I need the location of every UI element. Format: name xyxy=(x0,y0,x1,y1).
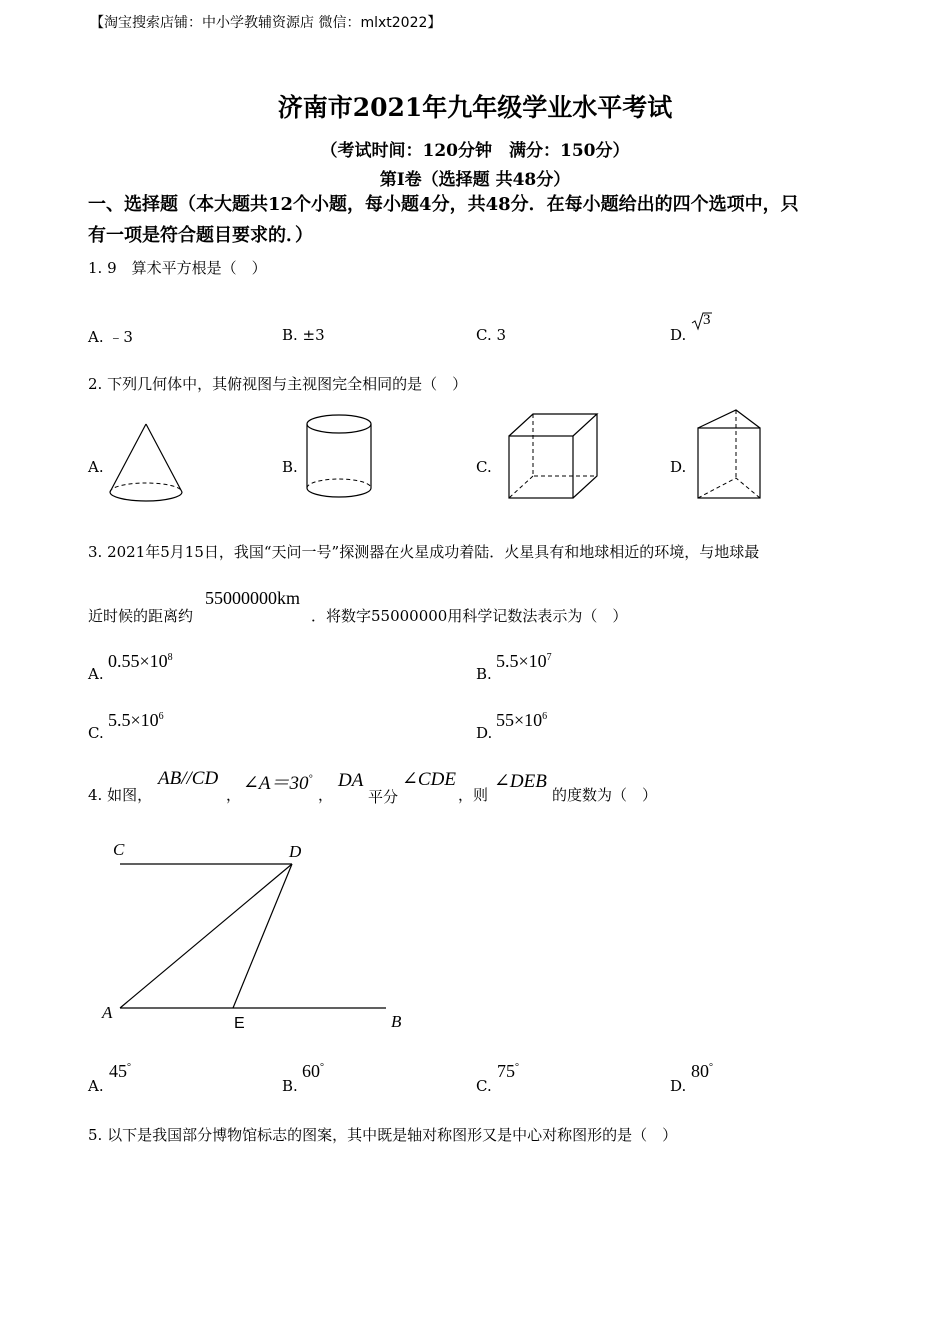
cylinder-icon xyxy=(306,414,376,500)
q4-stem-pre: 4. 如图， xyxy=(88,786,153,804)
q1-option-a: A. ﹣3 xyxy=(88,328,133,346)
q3-option-a-value xyxy=(108,651,173,672)
q4-option-c-label: C. xyxy=(476,1077,492,1095)
q4-option-b-number: 60 xyxy=(302,1061,320,1081)
q4-option-b-value xyxy=(302,1061,324,1082)
watermark-header: 【淘宝搜索店铺：中小学教辅资源店 微信：mlxt2022】 xyxy=(90,15,442,31)
q3-distance: 55000000km xyxy=(205,588,301,608)
q4-option-a-number: 45 xyxy=(109,1061,127,1081)
point-label-d: D xyxy=(289,842,302,861)
q4-option-a-degree: ° xyxy=(127,1062,131,1073)
q4-cond-angle-deb: ∠DEB xyxy=(494,771,547,792)
q3-option-d-exp: 6 xyxy=(542,711,548,722)
q4-option-c-number: 75 xyxy=(497,1061,515,1081)
q3-option-c-mantissa: 5.5×10 xyxy=(108,710,159,730)
q3-option-b-exp: 7 xyxy=(546,652,552,663)
q3-option-d-mantissa: 55×10 xyxy=(496,710,543,730)
q4-option-d-number: 80 xyxy=(691,1061,709,1081)
q3-option-d-value xyxy=(496,710,547,731)
q3-option-b-mantissa: 5.5×10 xyxy=(496,651,547,671)
q2-label-c: C. xyxy=(476,458,492,476)
q2-label-d: D. xyxy=(670,458,687,476)
q4-cond-parallel: AB//CD xyxy=(158,768,219,789)
q2-stem: 2. 下列几何体中，其俯视图与主视图完全相同的是（ ） xyxy=(88,375,468,393)
q3-stem-line2-pre: 近时候的距离约 xyxy=(88,607,194,625)
q2-label-a: A. xyxy=(88,458,104,476)
cone-icon xyxy=(108,422,188,504)
segment-de xyxy=(233,864,292,1008)
q3-option-b-label: B. xyxy=(476,665,492,683)
q4-option-d-value xyxy=(691,1061,713,1082)
q1-option-c: C. 3 xyxy=(476,326,507,344)
exam-title: 济南市2021年九年级学业水平考试 xyxy=(277,93,673,122)
q4-comma-2: ， xyxy=(318,786,334,804)
q4-cond-da: DA xyxy=(338,770,364,791)
q2-label-b: B. xyxy=(282,458,298,476)
q3-option-a-label: A. xyxy=(88,665,104,683)
q4-then-word: ，则 xyxy=(458,786,489,804)
prism-icon xyxy=(696,408,766,502)
q4-cond-angle-a xyxy=(243,768,313,795)
q3-option-c-label: C. xyxy=(88,724,104,742)
q1-sqrt-arg: 3 xyxy=(703,312,711,328)
part-title: 第Ⅰ卷（选择题 共48分） xyxy=(379,170,571,190)
section-heading-line1: 一、选择题（本大题共12个小题，每小题4分，共48分．在每小题给出的四个选项中，只 xyxy=(88,194,799,215)
q3-option-c-exp: 6 xyxy=(158,711,164,722)
q3-option-a-exp: 8 xyxy=(167,652,173,663)
q3-option-d-label: D. xyxy=(476,724,493,742)
point-label-a: A xyxy=(102,1003,113,1022)
q4-option-d-label: D. xyxy=(670,1077,687,1095)
q3-option-c-value xyxy=(108,710,164,731)
q4-stem-post: 的度数为（ ） xyxy=(552,786,658,804)
point-label-c: C xyxy=(113,840,125,859)
point-label-e: E xyxy=(234,1015,245,1032)
q1-stem: 1. 9 算术平方根是（ ） xyxy=(88,259,267,277)
q4-option-d-degree: ° xyxy=(709,1062,713,1073)
q4-cond-angle-a-degree: ° xyxy=(308,773,313,785)
section-heading-line2: 有一项是符合题目要求的．） xyxy=(88,225,313,246)
q4-comma-1: ， xyxy=(226,786,242,804)
q4-option-a-value xyxy=(109,1061,131,1082)
q4-option-b-label: B. xyxy=(282,1077,298,1095)
q4-cond-angle-cde: ∠CDE xyxy=(402,769,456,790)
point-label-b: B xyxy=(391,1012,402,1031)
q4-option-a-label: A. xyxy=(88,1077,104,1095)
cube-icon xyxy=(507,412,601,502)
q3-stem-line1: 3. 2021年5月15日，我国“天问一号”探测器在火星成功着陆．火星具有和地球相近的环境，与地球最 xyxy=(88,543,760,561)
q4-geometry-figure xyxy=(98,838,418,1038)
q4-cond-angle-a-value: ∠A＝30 xyxy=(243,773,309,794)
segment-ad xyxy=(120,864,292,1008)
q4-bisect-word: 平分 xyxy=(368,788,399,806)
q4-option-c-value xyxy=(497,1061,519,1082)
q3-stem-line2-post: ．将数字55000000用科学记数法表示为（ ） xyxy=(311,607,628,625)
q4-option-b-degree: ° xyxy=(320,1062,324,1073)
q1-option-b: B. ±3 xyxy=(282,326,325,344)
q4-option-c-degree: ° xyxy=(515,1062,519,1073)
q3-option-a-mantissa: 0.55×10 xyxy=(108,651,168,671)
q5-stem: 5. 以下是我国部分博物馆标志的图案，其中既是轴对称图形又是中心对称图形的是（ ） xyxy=(88,1126,678,1144)
q3-option-b-value xyxy=(496,651,552,672)
q1-option-d: D. xyxy=(670,326,687,344)
exam-info: （考试时间：120分钟 满分：150分） xyxy=(320,141,630,161)
